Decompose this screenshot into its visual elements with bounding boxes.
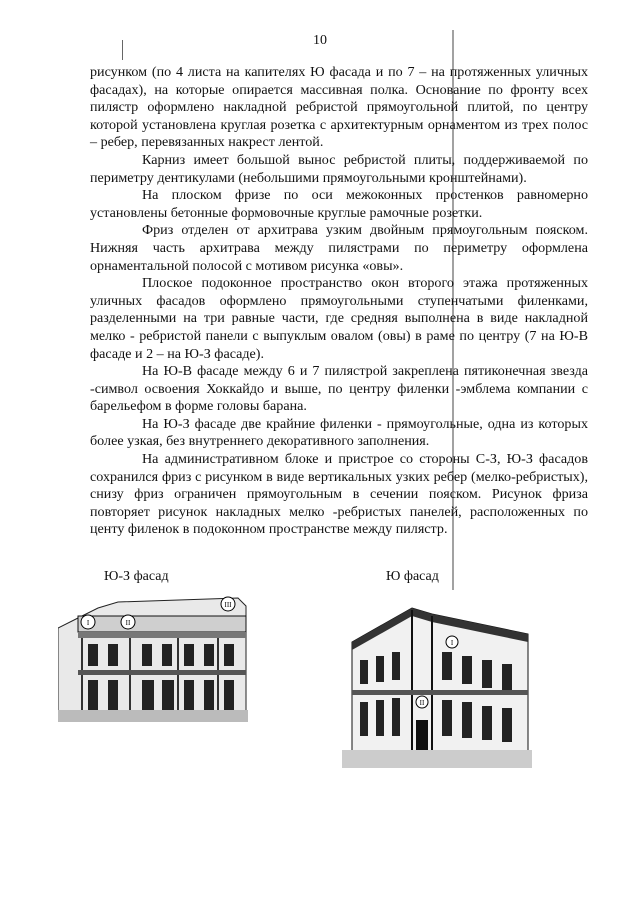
scan-mark bbox=[122, 40, 123, 60]
marker-label: II bbox=[125, 619, 131, 627]
paragraph: Фриз отделен от архитрава узким двойным прямоугольным пояском. Нижняя часть архитрава между пилястрами по периметру оформлена орнаментальной полосой с мотивом рисунка «овы». bbox=[90, 222, 588, 274]
page-number: 10 bbox=[313, 33, 327, 48]
paragraph: На Ю-В фасаде между 6 и 7 пилястрой закреплена пятиконечная звезда -символ освоения Хоккайдо и выше, по центру филенки -эмблема компании с барельефом в форме головы барана. bbox=[90, 363, 588, 415]
marker-label: I bbox=[450, 639, 454, 647]
caption-sw-facade: Ю-З фасад bbox=[104, 569, 169, 584]
paragraph: Плоское подоконное пространство окон второго этажа протяженных уличных фасадов оформлено прямоугольными ступенчатыми филенками, разделенными на три равные части, где средняя выполнена в виде накладной мелко - ребристой панели с выпуклым овалом (овы) в раме по центру (7 на Ю-В фасаде и 2 – на Ю-З фасаде). bbox=[90, 275, 588, 362]
body-text bbox=[90, 64, 588, 539]
marker-label: III bbox=[224, 601, 232, 609]
caption-s-facade: Ю фасад bbox=[386, 569, 439, 584]
paragraph: рисунком (по 4 листа на капителях Ю фасада и по 7 – на протяженных уличных фасадах), на которые опирается массивная полка. Основание по фронту всех пилястр оформлено накладной ребристой прямоугольной плитой, по центру которой установлена круглая розетка с архитектурным орнаментом из трех полос – ребер, перевязанных накрест лентой. bbox=[90, 64, 588, 151]
marker-label: I bbox=[86, 619, 90, 627]
photo-sw-facade bbox=[58, 588, 248, 722]
paragraph: На административном блоке и пристрое со стороны С-З, Ю-З фасадов сохранился фриз с рисунком в виде вертикальных узких ребер (мелко-ребристых), снизу фриз ограничен прямоугольным в сечении пояском. Рисунок фриза повторяет рисунок накладных мелко -ребристых панелей, расположенных по центу филенок в подоконном пространстве между пилястр. bbox=[90, 451, 588, 538]
paragraph: Карниз имеет большой вынос ребристой плиты, поддерживаемой по периметру дентикулами (небольшими прямоугольными кронштейнами). bbox=[90, 151, 588, 186]
paragraph: На плоском фризе по оси межоконных простенков равномерно установлены бетонные формовочные круглые рамочные розетки. bbox=[90, 187, 588, 221]
marker-label: II bbox=[419, 699, 425, 707]
photo-s-facade bbox=[342, 590, 532, 768]
paragraph: На Ю-З фасаде две крайние филенки - прямоугольные, одна из которых более узкая, без внутреннего декоративного заполнения. bbox=[90, 415, 588, 450]
